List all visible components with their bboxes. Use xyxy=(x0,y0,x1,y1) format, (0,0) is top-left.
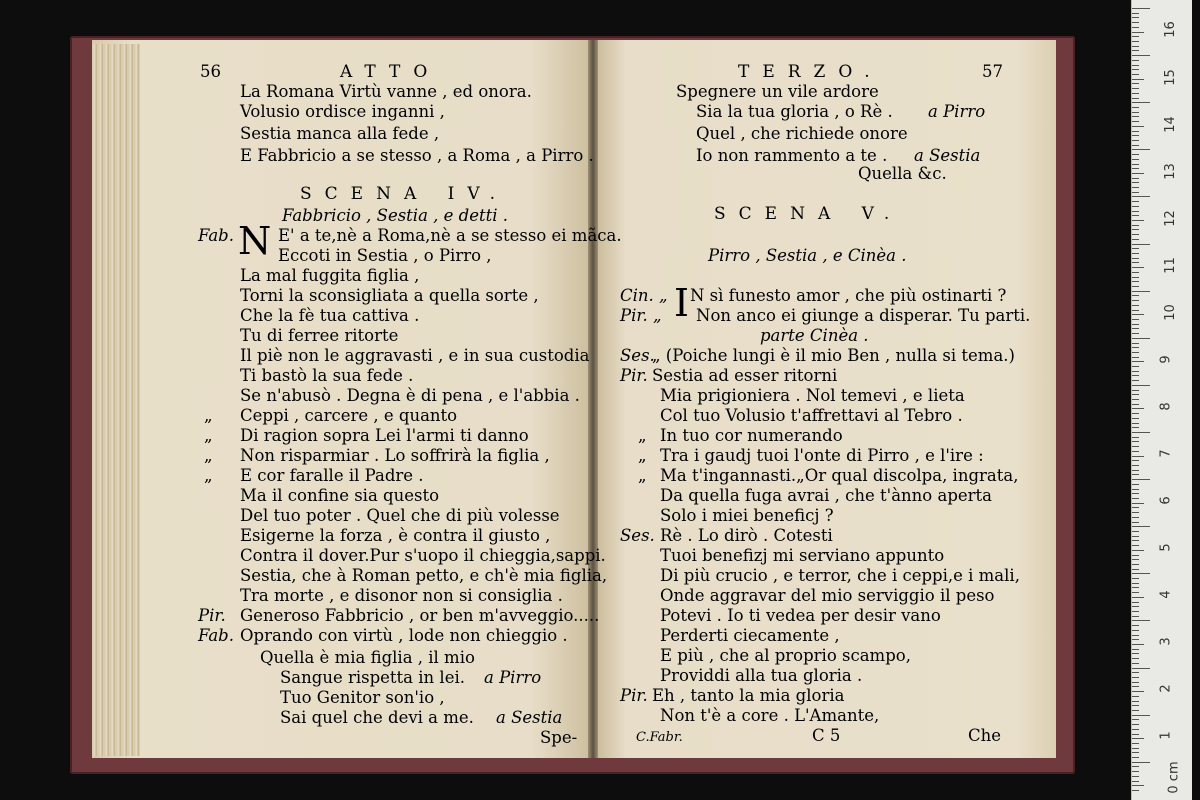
ruler-tick xyxy=(1132,333,1139,334)
verse-line: Mia prigioniera . Nol temevi , e lieta xyxy=(660,386,965,405)
ruler-tick xyxy=(1132,286,1139,287)
ruler-tick xyxy=(1132,602,1139,603)
ruler-tick xyxy=(1132,324,1139,325)
ruler-tick xyxy=(1132,583,1139,584)
scene-cast: Pirro , Sestia , e Cinèa . xyxy=(708,246,907,265)
ruler-tick xyxy=(1132,187,1139,188)
quote-mark: „ xyxy=(204,446,213,465)
ruler-tick xyxy=(1132,310,1139,311)
verse-line: Tra i gaudj tuoi l'onte di Pirro , e l'ire : xyxy=(660,446,984,465)
speaker-label: Ses. xyxy=(620,526,655,545)
ruler-number: 4 xyxy=(1158,590,1174,599)
ruler-tick xyxy=(1132,206,1139,207)
speaker-label: Cin. „ xyxy=(620,286,668,305)
ruler-tick xyxy=(1132,366,1139,367)
ruler-tick xyxy=(1132,625,1139,626)
aria-line: Sai quel che devi a me. xyxy=(280,708,474,727)
ruler-tick xyxy=(1132,173,1144,174)
ruler-tick xyxy=(1132,479,1150,480)
ruler-tick xyxy=(1132,328,1139,329)
ruler-tick xyxy=(1132,50,1139,51)
ruler-tick xyxy=(1132,234,1139,235)
verse-line: Perderti ciecamente , xyxy=(660,626,840,645)
ruler-number: 5 xyxy=(1158,543,1174,552)
ruler-tick xyxy=(1132,116,1139,117)
verse-line: E cor faralle il Padre . xyxy=(240,466,424,485)
ruler-tick xyxy=(1132,305,1139,306)
ruler-tick xyxy=(1132,277,1139,278)
verse-line: Da quella fuga avrai , che t'ànno aperta xyxy=(660,486,993,505)
ruler-tick xyxy=(1132,701,1139,702)
ruler-tick xyxy=(1132,526,1150,527)
ruler-tick xyxy=(1132,507,1139,508)
ruler-tick xyxy=(1132,112,1139,113)
ruler-number: 16 xyxy=(1162,21,1178,38)
ruler-tick xyxy=(1132,196,1150,197)
verse-line: Non t'è a core . L'Amante, xyxy=(660,706,880,725)
ruler-tick xyxy=(1132,715,1150,716)
verse-line: Potevi . Io ti vedea per desir vano xyxy=(660,606,941,625)
ruler-tick xyxy=(1132,36,1139,37)
verse-line: Solo i miei beneficj ? xyxy=(660,506,834,525)
ruler-tick xyxy=(1132,262,1139,263)
ruler-tick xyxy=(1132,437,1139,438)
ruler-tick xyxy=(1132,343,1139,344)
ruler-tick xyxy=(1132,649,1139,650)
ruler-tick xyxy=(1132,734,1139,735)
ruler-tick xyxy=(1132,531,1139,532)
verse-line: Rè . Lo dirò . Cotesti xyxy=(660,526,833,545)
drop-cap: I xyxy=(674,281,690,325)
verse-line: Tra morte , e disonor non si consiglia . xyxy=(240,586,563,605)
ruler-tick xyxy=(1132,361,1144,362)
ruler-number: 13 xyxy=(1162,163,1178,180)
ruler-tick xyxy=(1132,88,1139,89)
ruler-tick xyxy=(1132,432,1150,433)
ruler-tick xyxy=(1132,710,1139,711)
ruler-tick xyxy=(1132,451,1139,452)
running-header: TERZO. xyxy=(738,62,883,82)
ruler-tick xyxy=(1132,460,1139,461)
verse-line: Quella &c. xyxy=(858,164,947,183)
measurement-ruler xyxy=(1131,0,1192,800)
verse-line: Providdi alla tua gloria . xyxy=(660,666,863,685)
verse-line: Del tuo poter . Quel che di più volesse xyxy=(240,506,560,525)
ruler-tick xyxy=(1132,474,1139,475)
ruler-tick xyxy=(1132,512,1139,513)
ruler-tick xyxy=(1132,272,1139,273)
verse-line: N sì funesto amor , che più ostinarti ? xyxy=(690,286,1007,305)
ruler-tick xyxy=(1132,375,1139,376)
ruler-number: 0 cm xyxy=(1166,761,1182,794)
ruler-tick xyxy=(1132,522,1139,523)
ruler-tick xyxy=(1132,215,1139,216)
ruler-tick xyxy=(1132,408,1144,409)
ruler-tick xyxy=(1132,743,1139,744)
verse-line: Sestia ad esser ritorni xyxy=(652,366,838,385)
ruler-tick xyxy=(1132,314,1144,315)
ruler-number: 8 xyxy=(1158,402,1174,411)
ruler-tick xyxy=(1132,220,1144,221)
ruler-number: 6 xyxy=(1158,496,1174,505)
ruler-tick xyxy=(1132,545,1139,546)
ruler-tick xyxy=(1132,55,1150,56)
ruler-tick xyxy=(1132,390,1139,391)
page-number: 57 xyxy=(982,62,1003,81)
ruler-tick xyxy=(1132,682,1139,683)
ruler-tick xyxy=(1132,319,1139,320)
verse-line: Ma t'ingannasti.„Or qual discolpa, ingrata, xyxy=(660,466,1019,485)
page-edges xyxy=(92,44,140,756)
ruler-tick xyxy=(1132,550,1144,551)
speaker-label: Pir. „ xyxy=(620,306,662,325)
stage-aside: a Pirro xyxy=(484,668,542,687)
verse-line: Quel , che richiede onore xyxy=(696,124,908,143)
catchword: Spe- xyxy=(540,728,578,747)
verse-line: Tuoi benefizj mi serviano appunto xyxy=(660,546,945,565)
ruler-tick xyxy=(1132,663,1139,664)
verse-line: „ (Poiche lungi è il mio Ben , nulla si tema.) xyxy=(652,346,1015,365)
verse-line: Onde aggravar del mio serviggio il peso xyxy=(660,586,995,605)
ruler-tick xyxy=(1132,555,1139,556)
ruler-tick xyxy=(1132,267,1144,268)
ruler-tick xyxy=(1132,140,1139,141)
ruler-tick xyxy=(1132,239,1139,240)
footer-imprint: C.Fabr. xyxy=(636,730,683,745)
ruler-tick xyxy=(1132,757,1139,758)
ruler-number: 14 xyxy=(1162,116,1178,133)
verse-line: Col tuo Volusio t'affrettavi al Tebro . xyxy=(660,406,963,425)
ruler-tick xyxy=(1132,493,1139,494)
verse-line: Volusio ordisce inganni , xyxy=(240,102,445,121)
catchword: Che xyxy=(968,726,1002,745)
ruler-tick xyxy=(1132,347,1139,348)
ruler-tick xyxy=(1132,517,1139,518)
stage-direction: parte Cinèa . xyxy=(760,326,869,345)
scene-title: SCENA V. xyxy=(714,204,903,224)
ruler-tick xyxy=(1132,785,1144,786)
verse-line: E più , che al proprio scampo, xyxy=(660,646,911,665)
ruler-tick xyxy=(1132,79,1144,80)
ruler-tick xyxy=(1132,178,1139,179)
ruler-tick xyxy=(1132,385,1150,386)
ruler-tick xyxy=(1132,644,1144,645)
verse-line: La Romana Virtù vanne , ed onora. xyxy=(240,82,532,101)
ruler-tick xyxy=(1132,229,1139,230)
ruler-tick xyxy=(1132,41,1139,42)
ruler-tick xyxy=(1132,83,1139,84)
verse-line: Eccoti in Sestia , o Pirro , xyxy=(278,246,492,265)
quote-mark: „ xyxy=(204,426,213,445)
verse-line: Il piè non le aggravasti , e in sua custodia xyxy=(240,346,590,365)
ruler-tick xyxy=(1132,790,1139,791)
ruler-tick xyxy=(1132,672,1139,673)
verse-line: Che la fè tua cattiva . xyxy=(240,306,420,325)
ruler-tick xyxy=(1132,201,1139,202)
verse-line: Spegnere un vile ardore xyxy=(676,82,879,101)
ruler-tick xyxy=(1132,404,1139,405)
ruler-tick xyxy=(1132,738,1144,739)
ruler-tick xyxy=(1132,182,1139,183)
ruler-tick xyxy=(1132,225,1139,226)
verse-line: Sia la tua gloria , o Rè . xyxy=(696,102,893,121)
ruler-tick xyxy=(1132,126,1144,127)
ruler-number: 9 xyxy=(1158,355,1174,364)
speaker-label: Pir. xyxy=(620,686,648,705)
verse-line: Ti bastò la sua fede . xyxy=(240,366,414,385)
scene-cast: Fabbricio , Sestia , e detti . xyxy=(282,206,509,225)
ruler-tick xyxy=(1132,635,1139,636)
verse-line: Di più crucio , e terror, che i ceppi,e i mali, xyxy=(660,566,1020,585)
ruler-tick xyxy=(1132,69,1139,70)
verse-line: Contra il dover.Pur s'uopo il chieggia,sappi. xyxy=(240,546,606,565)
stage-aside: a Sestia xyxy=(914,146,981,165)
ruler-tick xyxy=(1132,719,1139,720)
ruler-tick xyxy=(1132,423,1139,424)
quote-mark: „ xyxy=(638,466,647,485)
ruler-tick xyxy=(1132,291,1150,292)
quote-mark: „ xyxy=(638,426,647,445)
ruler-tick xyxy=(1132,776,1139,777)
ruler-tick xyxy=(1132,748,1139,749)
aria-line: Quella è mia figlia , il mio xyxy=(260,648,475,667)
ruler-tick xyxy=(1132,93,1139,94)
verse-line: Ceppi , carcere , e quanto xyxy=(240,406,458,425)
ruler-tick xyxy=(1132,620,1150,621)
ruler-tick xyxy=(1132,357,1139,358)
ruler-tick xyxy=(1132,611,1139,612)
ruler-tick xyxy=(1132,107,1139,108)
ruler-tick xyxy=(1132,399,1139,400)
ruler-tick xyxy=(1132,762,1150,763)
drop-cap: N xyxy=(238,219,272,263)
verse-line: Non risparmiar . Lo soffrirà la figlia , xyxy=(240,446,550,465)
ruler-tick xyxy=(1132,27,1139,28)
ruler-number: 11 xyxy=(1162,257,1178,274)
ruler-tick xyxy=(1132,149,1150,150)
ruler-tick xyxy=(1132,168,1139,169)
ruler-tick xyxy=(1132,418,1139,419)
verse-line: Io non rammento a te . xyxy=(696,146,888,165)
ruler-tick xyxy=(1132,705,1139,706)
ruler-tick xyxy=(1132,564,1139,565)
verse-line: Non anco ei giunge a disperar. Tu parti. xyxy=(696,306,1031,325)
ruler-tick xyxy=(1132,616,1139,617)
ruler-tick xyxy=(1132,559,1139,560)
ruler-tick xyxy=(1132,578,1139,579)
ruler-tick xyxy=(1132,484,1139,485)
ruler-tick xyxy=(1132,630,1139,631)
stage-aside: a Pirro xyxy=(928,102,986,121)
ruler-tick xyxy=(1132,658,1139,659)
ruler-tick xyxy=(1132,540,1139,541)
ruler-tick xyxy=(1132,781,1139,782)
ruler-tick xyxy=(1132,691,1144,692)
ruler-tick xyxy=(1132,489,1139,490)
speaker-label: Ses. xyxy=(620,346,655,365)
verse-line: Torni la sconsigliata a quella sorte , xyxy=(240,286,539,305)
ruler-tick xyxy=(1132,653,1139,654)
verse-line: Eh , tanto la mia gloria xyxy=(652,686,845,705)
ruler-tick xyxy=(1132,752,1139,753)
ruler-tick xyxy=(1132,639,1139,640)
verse-line: E Fabbricio a se stesso , a Roma , a Pirro . xyxy=(240,146,594,165)
ruler-tick xyxy=(1132,159,1139,160)
ruler-tick xyxy=(1132,352,1139,353)
ruler-tick xyxy=(1132,597,1144,598)
ruler-tick xyxy=(1132,592,1139,593)
ruler-tick xyxy=(1132,17,1139,18)
ruler-tick xyxy=(1132,281,1139,282)
ruler-tick xyxy=(1132,60,1139,61)
ruler-tick xyxy=(1132,427,1139,428)
ruler-tick xyxy=(1132,724,1139,725)
ruler-tick xyxy=(1132,503,1144,504)
ruler-tick xyxy=(1132,771,1139,772)
ruler-tick xyxy=(1132,248,1139,249)
ruler-tick xyxy=(1132,696,1139,697)
ruler-tick xyxy=(1132,145,1139,146)
ruler-tick xyxy=(1132,441,1139,442)
ruler-tick xyxy=(1132,102,1150,103)
ruler-tick xyxy=(1132,121,1139,122)
ruler-tick xyxy=(1132,154,1139,155)
ruler-tick xyxy=(1132,13,1139,14)
ruler-tick xyxy=(1132,338,1150,339)
ruler-tick xyxy=(1132,192,1139,193)
ruler-tick xyxy=(1132,211,1139,212)
ruler-tick xyxy=(1132,65,1139,66)
ruler-tick xyxy=(1132,380,1139,381)
ruler-tick xyxy=(1132,729,1139,730)
ruler-tick xyxy=(1132,164,1139,165)
ruler-tick xyxy=(1132,587,1139,588)
ruler-number: 12 xyxy=(1162,210,1178,227)
ruler-tick xyxy=(1132,135,1139,136)
speaker-label: Pir. xyxy=(620,366,648,385)
verse-line: Esigerne la forza , è contra il giusto , xyxy=(240,526,551,545)
ruler-tick xyxy=(1132,686,1139,687)
verse-line: Ma il confine sia questo xyxy=(240,486,440,505)
ruler-tick xyxy=(1132,456,1144,457)
quote-mark: „ xyxy=(204,466,213,485)
ruler-tick xyxy=(1132,465,1139,466)
ruler-tick xyxy=(1132,668,1150,669)
verse-line: Sestia manca alla fede , xyxy=(240,124,440,143)
verse-line: Se n'abusò . Degna è di pena , e l'abbia . xyxy=(240,386,580,405)
running-header: ATTO xyxy=(340,62,441,82)
verse-line: Generoso Fabbricio , or ben m'avveggio..... xyxy=(240,606,600,625)
ruler-tick xyxy=(1132,131,1139,132)
ruler-number: 3 xyxy=(1158,637,1174,646)
quote-mark: „ xyxy=(204,406,213,425)
ruler-tick xyxy=(1132,536,1139,537)
ruler-tick xyxy=(1132,677,1139,678)
speaker-label: Pir. xyxy=(198,606,226,625)
ruler-tick xyxy=(1132,446,1139,447)
aria-line: Sangue rispetta in lei. xyxy=(280,668,465,687)
ruler-tick xyxy=(1132,606,1139,607)
ruler-tick xyxy=(1132,253,1139,254)
scene-title: SCENA IV. xyxy=(300,184,509,204)
ruler-tick xyxy=(1132,98,1139,99)
ruler-tick xyxy=(1132,413,1139,414)
verse-line: Di ragion sopra Lei l'armi ti danno xyxy=(240,426,529,445)
ruler-tick xyxy=(1132,394,1139,395)
verse-line: Tu di ferree ritorte xyxy=(240,326,399,345)
stage-aside: a Sestia xyxy=(496,708,563,727)
ruler-tick xyxy=(1132,258,1139,259)
ruler-tick xyxy=(1132,300,1139,301)
verse-line: In tuo cor numerando xyxy=(660,426,843,445)
speaker-label: Fab. xyxy=(198,626,234,645)
ruler-number: 7 xyxy=(1158,449,1174,458)
verse-line: La mal fuggita figlia , xyxy=(240,266,420,285)
verse-line: Sestia, che à Roman petto, e ch'è mia figlia, xyxy=(240,566,608,585)
ruler-tick xyxy=(1132,8,1150,9)
page-number: 56 xyxy=(200,62,221,81)
speaker-label: Fab. xyxy=(198,226,234,245)
ruler-number: 15 xyxy=(1162,69,1178,86)
verse-line: Oprando con virtù , lode non chieggio . xyxy=(240,626,568,645)
aria-line: Tuo Genitor son'io , xyxy=(280,688,445,707)
ruler-tick xyxy=(1132,22,1139,23)
quote-mark: „ xyxy=(638,446,647,465)
ruler-number: 10 xyxy=(1162,304,1178,321)
ruler-tick xyxy=(1132,470,1139,471)
ruler-tick xyxy=(1132,766,1139,767)
ruler-number: 1 xyxy=(1158,731,1174,740)
ruler-tick xyxy=(1132,74,1139,75)
signature-mark: C 5 xyxy=(812,726,841,745)
ruler-tick xyxy=(1132,295,1139,296)
ruler-tick xyxy=(1132,573,1150,574)
ruler-tick xyxy=(1132,32,1144,33)
ruler-tick xyxy=(1132,371,1139,372)
ruler-tick xyxy=(1132,46,1139,47)
ruler-number: 2 xyxy=(1158,684,1174,693)
ruler-tick xyxy=(1132,498,1139,499)
ruler-tick xyxy=(1132,569,1139,570)
verse-line: E' a te,nè a Roma,nè a se stesso ei mãca. xyxy=(278,226,622,245)
ruler-tick xyxy=(1132,244,1150,245)
